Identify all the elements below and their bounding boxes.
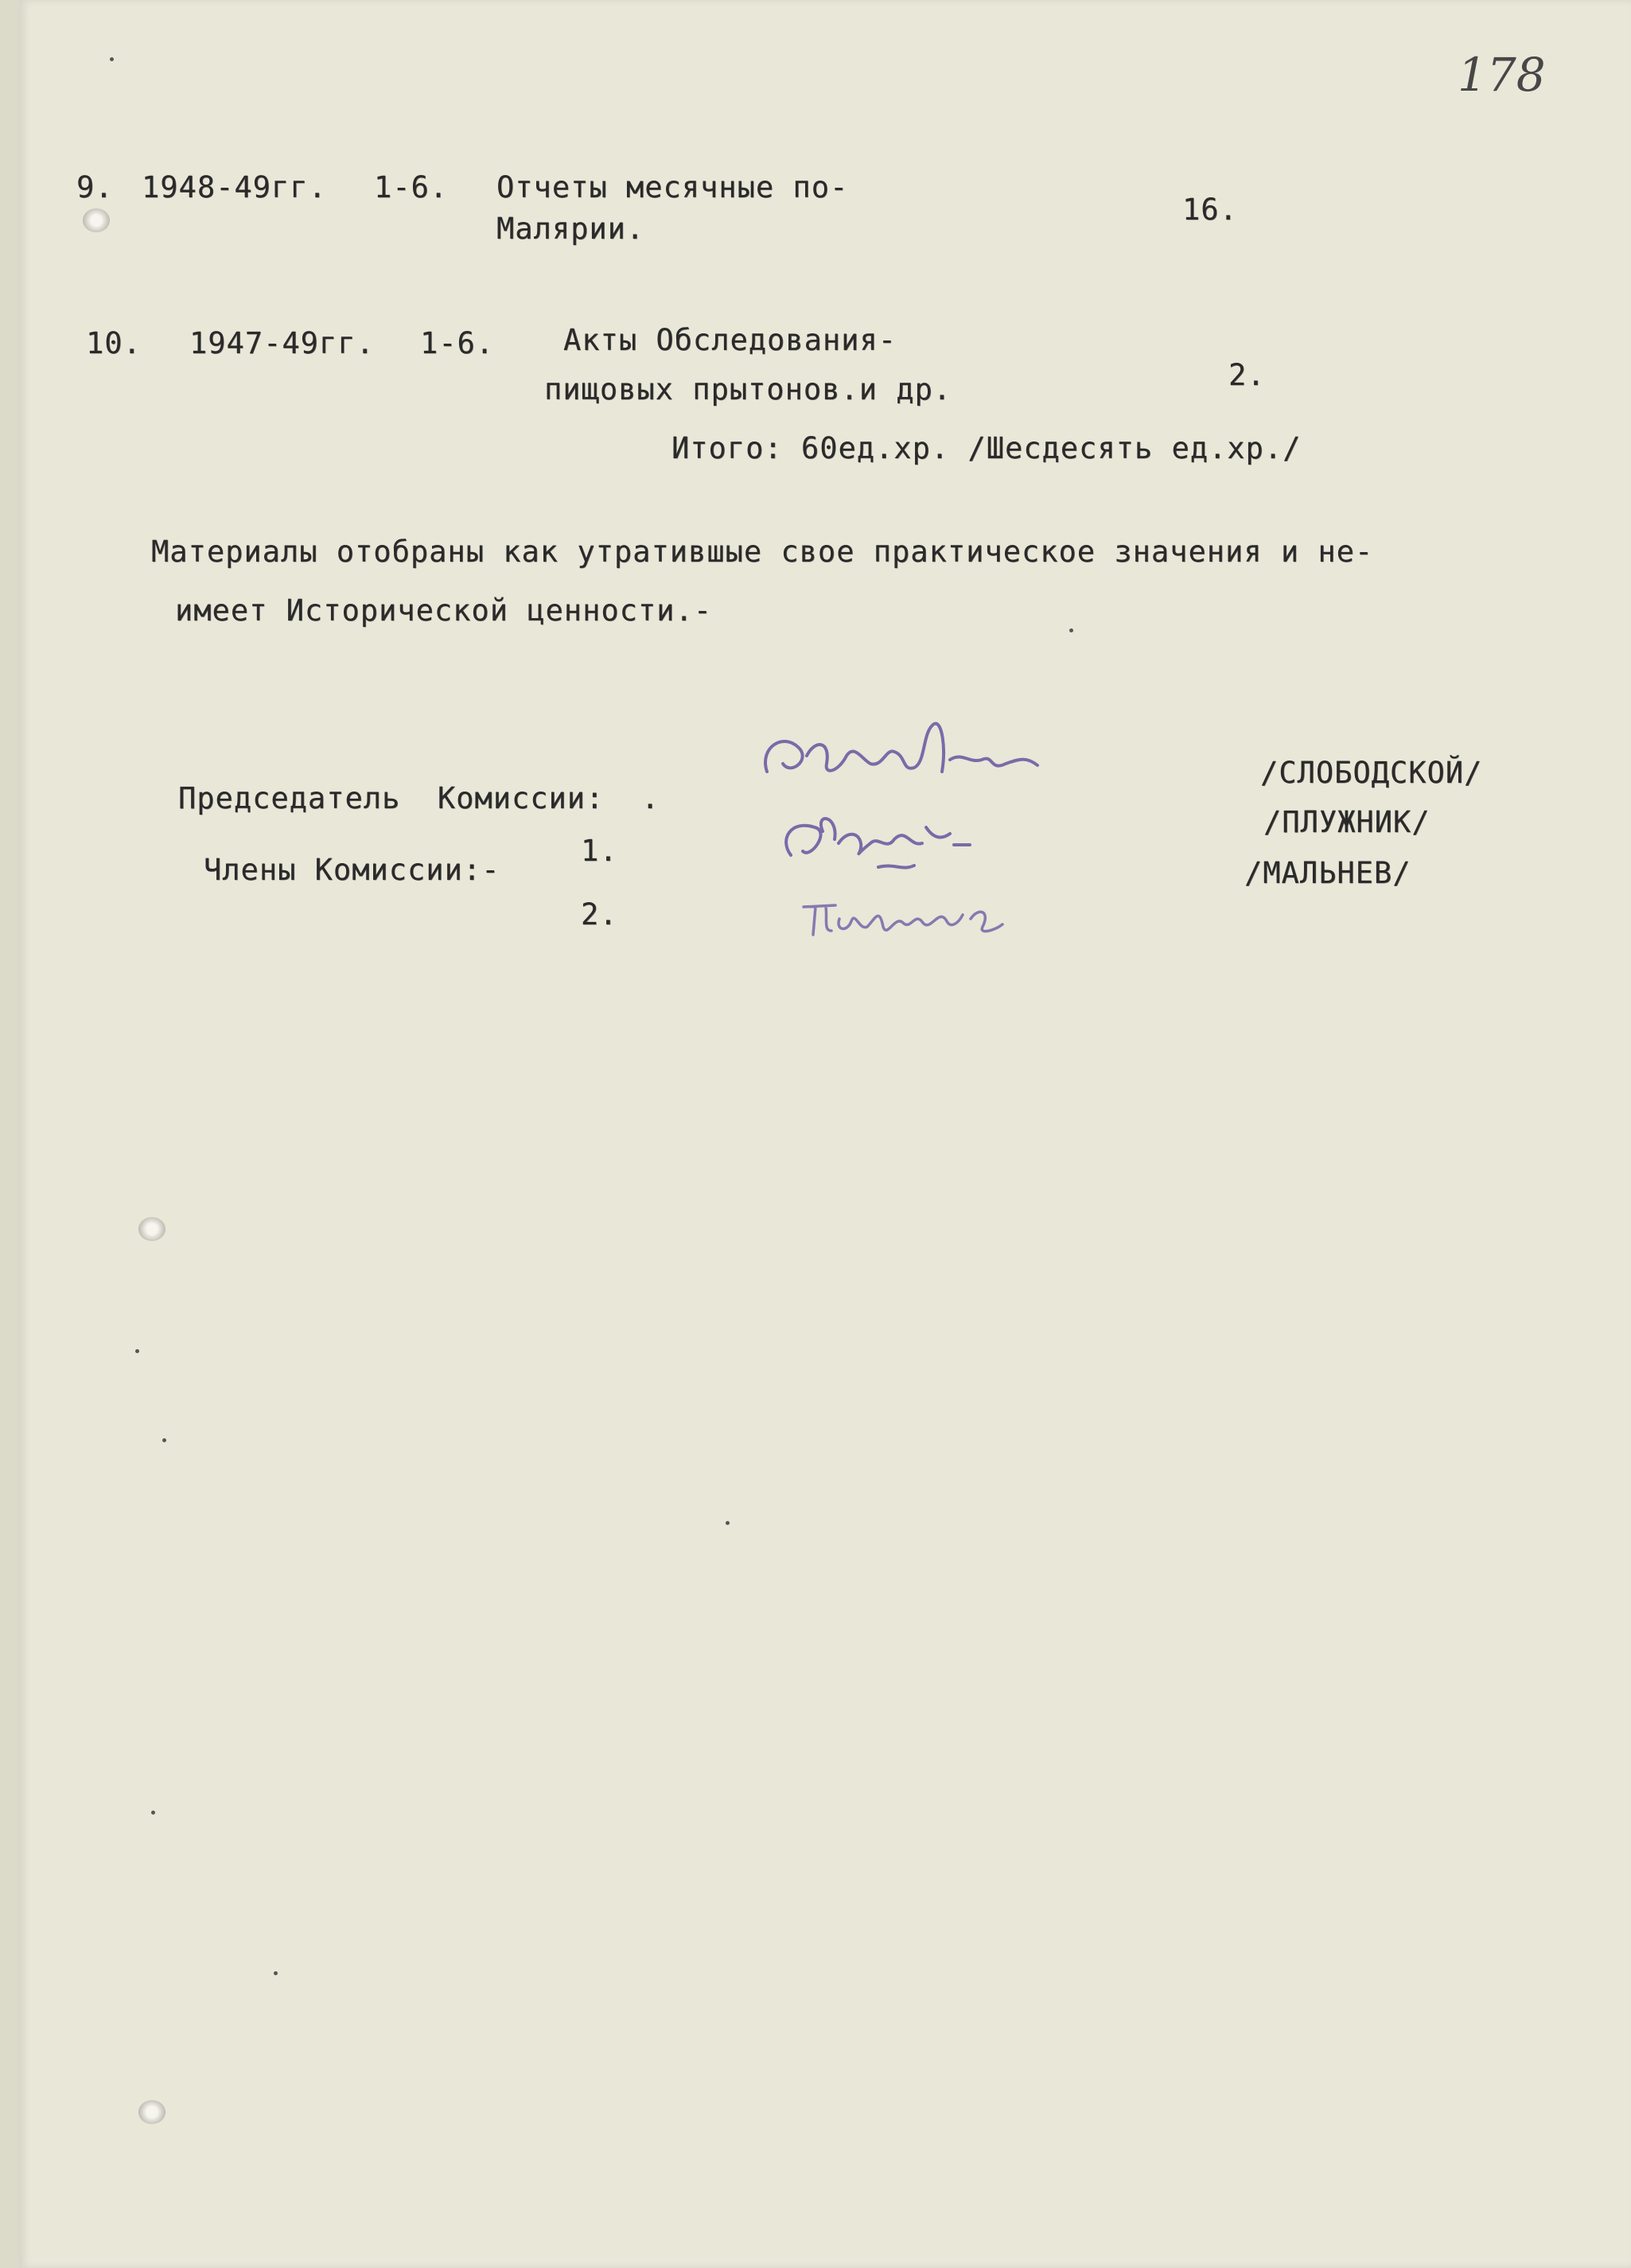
- member-signature: [767, 796, 990, 883]
- statement-line-continued: имеет Исторической ценности.-: [175, 593, 713, 628]
- punch-hole: [83, 208, 110, 232]
- member-name: /ПЛУЖНИК/: [1263, 805, 1431, 839]
- item-title: Акты Обследования-: [563, 323, 897, 357]
- total-line: Итого: 60ед.хр. /Шесдесять ед.хр./: [671, 431, 1302, 465]
- paper-speck: [110, 57, 114, 61]
- member-number: 2.: [581, 897, 618, 932]
- item-count: 2.: [1228, 358, 1266, 392]
- item-title: Отчеты месячные по-: [496, 170, 849, 204]
- item-title-continued: Малярии.: [496, 212, 645, 246]
- member-name: /МАЛЬНЕВ/: [1244, 856, 1411, 890]
- paper-speck: [1069, 628, 1073, 632]
- item-number: 10.: [86, 326, 142, 360]
- item-years: 1948-49гг.: [142, 170, 327, 204]
- punch-hole: [138, 1217, 165, 1241]
- document-page: [19, 0, 1631, 2268]
- paper-speck: [162, 1438, 166, 1442]
- member-signature: [788, 883, 1042, 947]
- paper-speck: [151, 1811, 155, 1815]
- item-count: 16.: [1182, 193, 1238, 227]
- statement-line: Материалы отобраны как утратившые свое практическое значения и не-: [151, 535, 1374, 569]
- paper-speck: [726, 1521, 730, 1525]
- member-number: 1.: [581, 834, 618, 868]
- paper-speck: [274, 1971, 278, 1975]
- item-number: 9.: [76, 170, 114, 204]
- punch-hole: [138, 2100, 165, 2124]
- item-title-continued: пищовых прытонов.и др.: [544, 372, 952, 407]
- paper-speck: [135, 1349, 139, 1353]
- chairman-label: Председатель Комиссии: .: [178, 781, 660, 815]
- chairman-signature: [751, 716, 1053, 796]
- item-range: 1-6.: [420, 326, 495, 360]
- chairman-name: /СЛОБОДСКОЙ/: [1260, 756, 1483, 790]
- page-number: 178: [1458, 48, 1546, 102]
- item-years: 1947-49гг.: [189, 326, 375, 360]
- item-range: 1-6.: [374, 170, 449, 204]
- members-label: Члены Комиссии:-: [204, 853, 500, 887]
